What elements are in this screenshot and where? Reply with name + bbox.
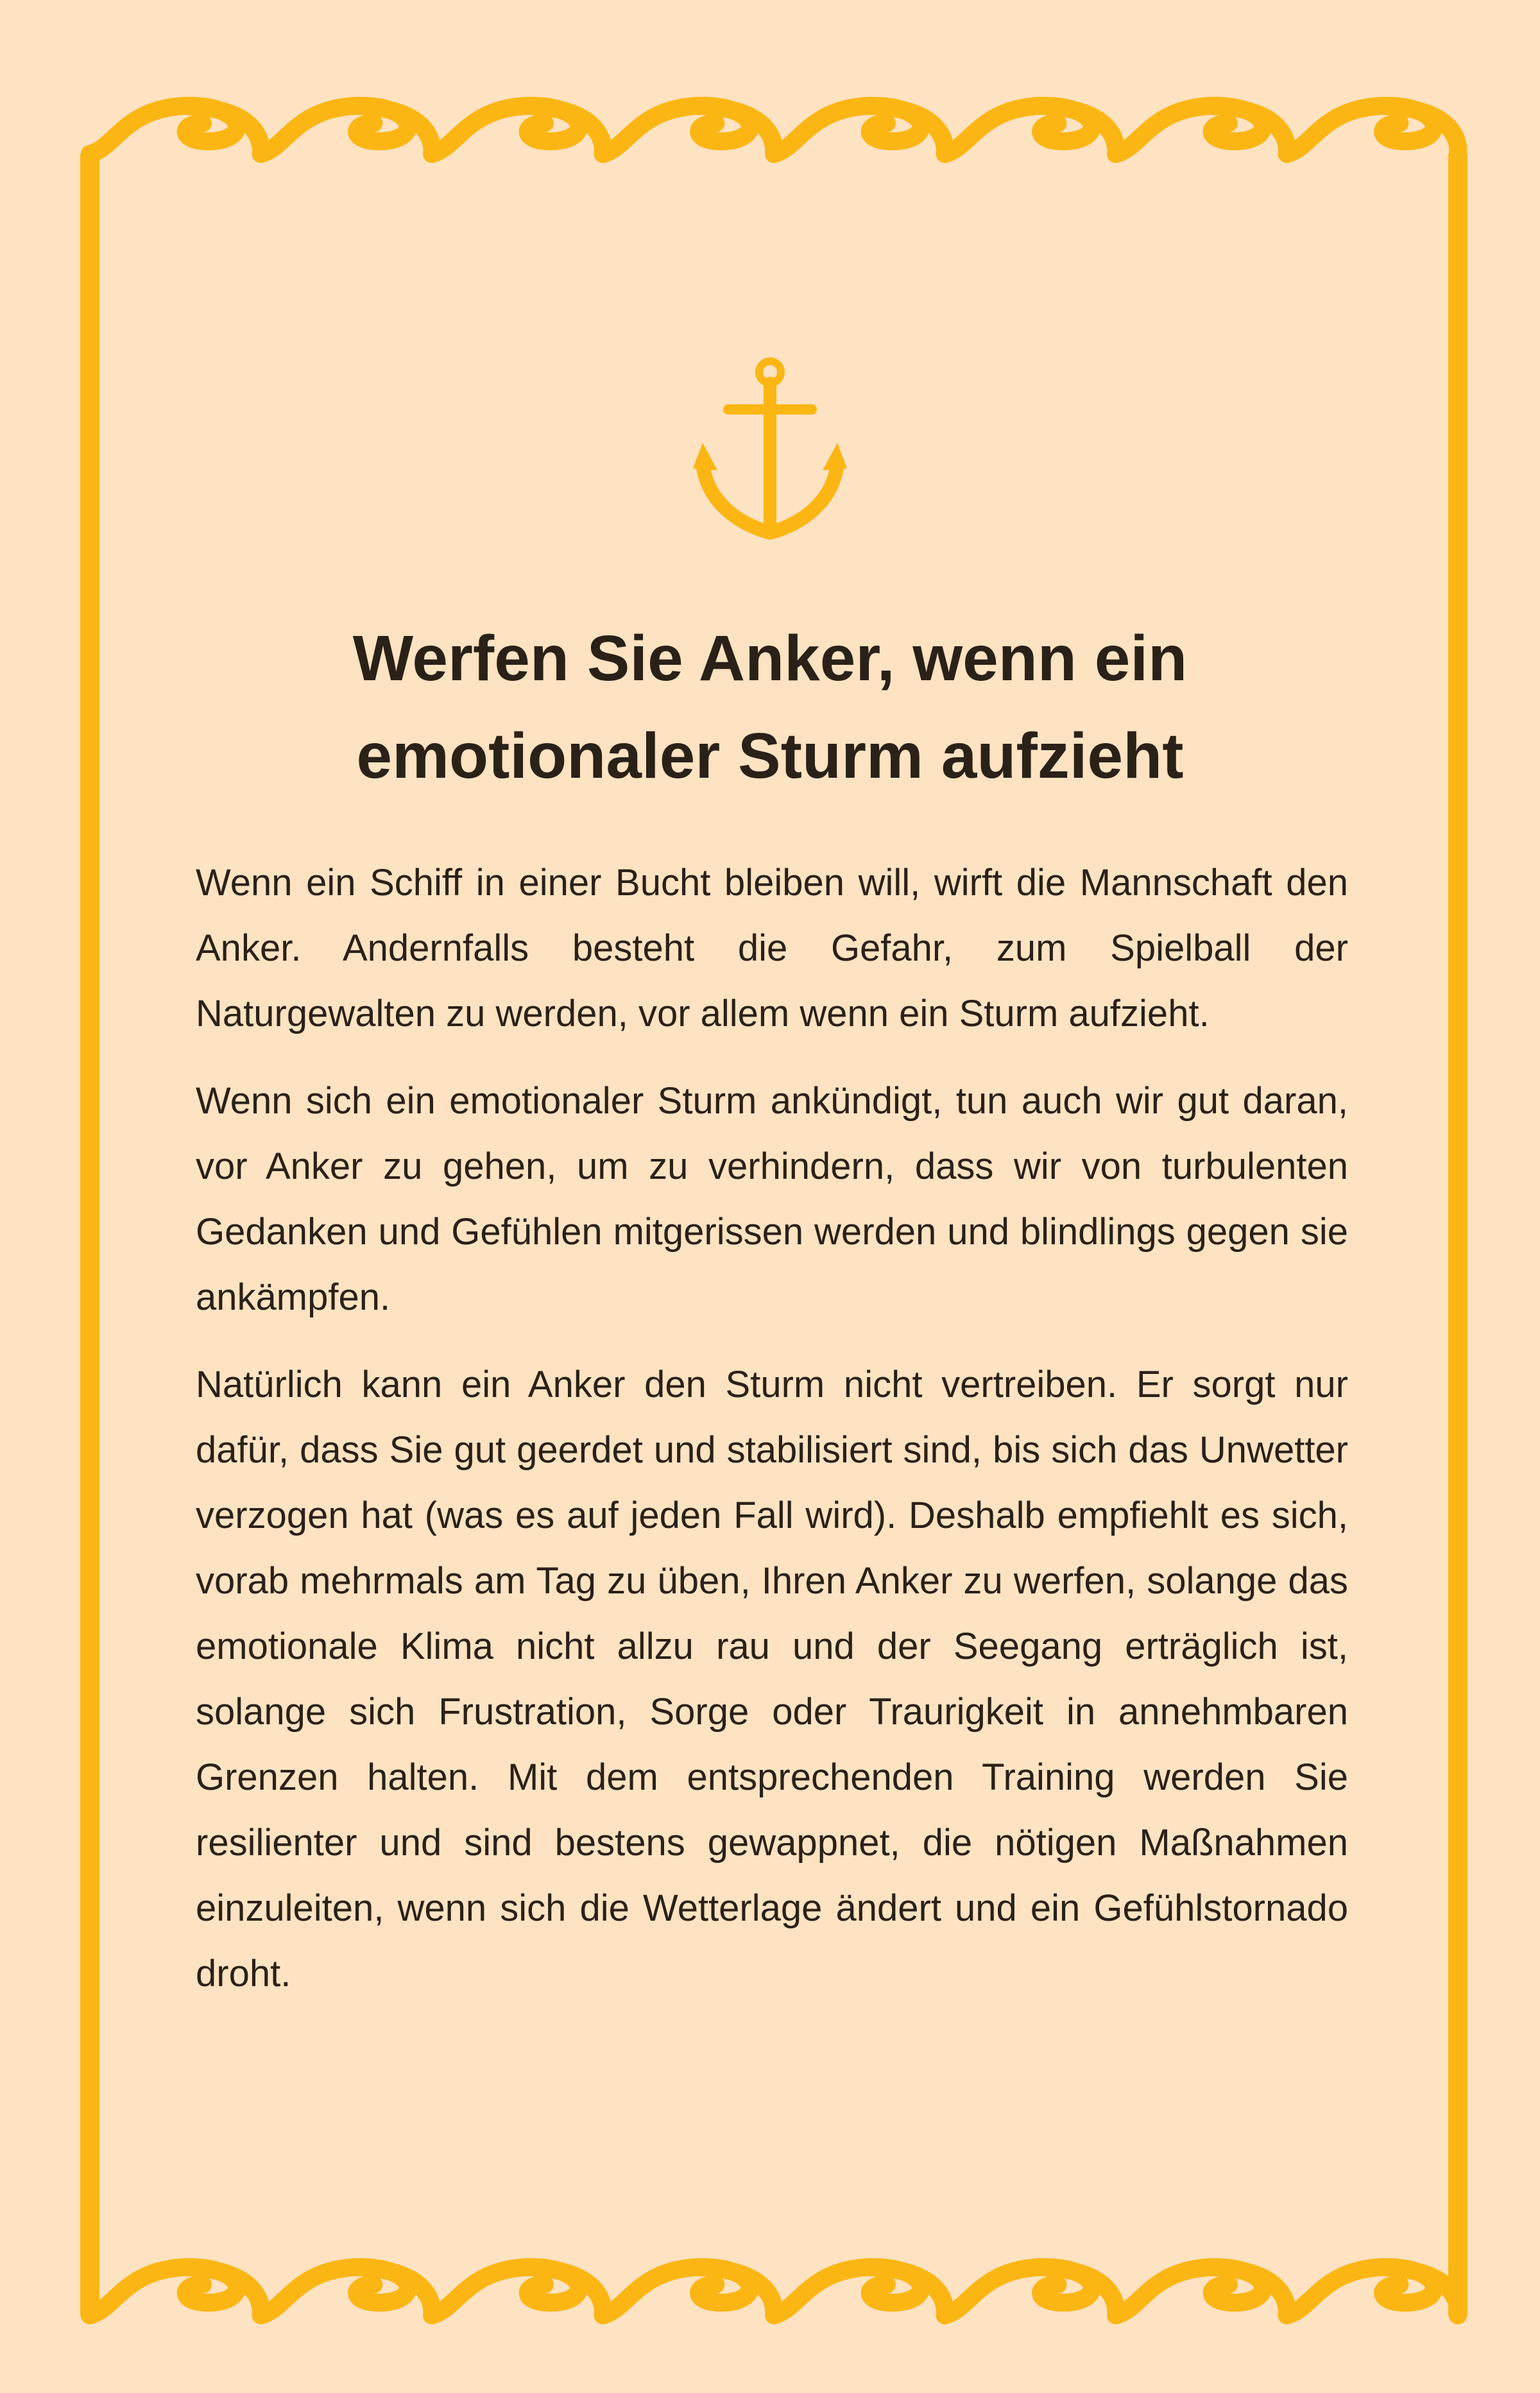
paragraph: Wenn sich ein emotionaler Sturm ankündigt, tun auch wir gut daran, vor Anker zu gehen, um zu verhindern, dass wir von turbulenten Gedanken und Gefühlen mitgerissen werden und blindlings gegen sie ankämpfen. <box>196 1080 1348 1318</box>
body-text <box>196 850 1348 2028</box>
page-title: Werfen Sie Anker, wenn ein emotionaler Sturm aufzieht <box>352 622 1188 792</box>
paragraph: Natürlich kann ein Anker den Sturm nicht vertreiben. Er sorgt nur dafür, dass Sie gut geerdet und stabilisiert sind, bis sich das Unwetter verzogen hat (was es auf jeden Fall wird). Deshalb empfiehlt es sich, vorab mehrmals am Tag zu üben, Ihren Anker zu werfen, solange das emotionale Klima nicht allzu rau und der Seegang erträglich ist, solange sich Frustration, Sorge oder Traurigkeit in annehmbaren Grenzen halten. Mit dem entsprechenden Training werden Sie resilienter und sind bestens gewappnet, die nötigen Maßnahmen einzuleiten, wenn sich die Wetterlage ändert und ein Gefühlstornado droht. <box>196 1364 1348 1994</box>
paragraph: Wenn ein Schiff in einer Bucht bleiben will, wirft die Mannschaft den Anker. Andernfalls besteht die Gefahr, zum Spielball der Naturgewalten zu werden, vor allem wenn ein Sturm aufzieht. <box>196 862 1348 1034</box>
wave-row <box>90 2267 1458 2315</box>
wave-row <box>90 106 1458 154</box>
anchor-icon <box>693 356 847 542</box>
